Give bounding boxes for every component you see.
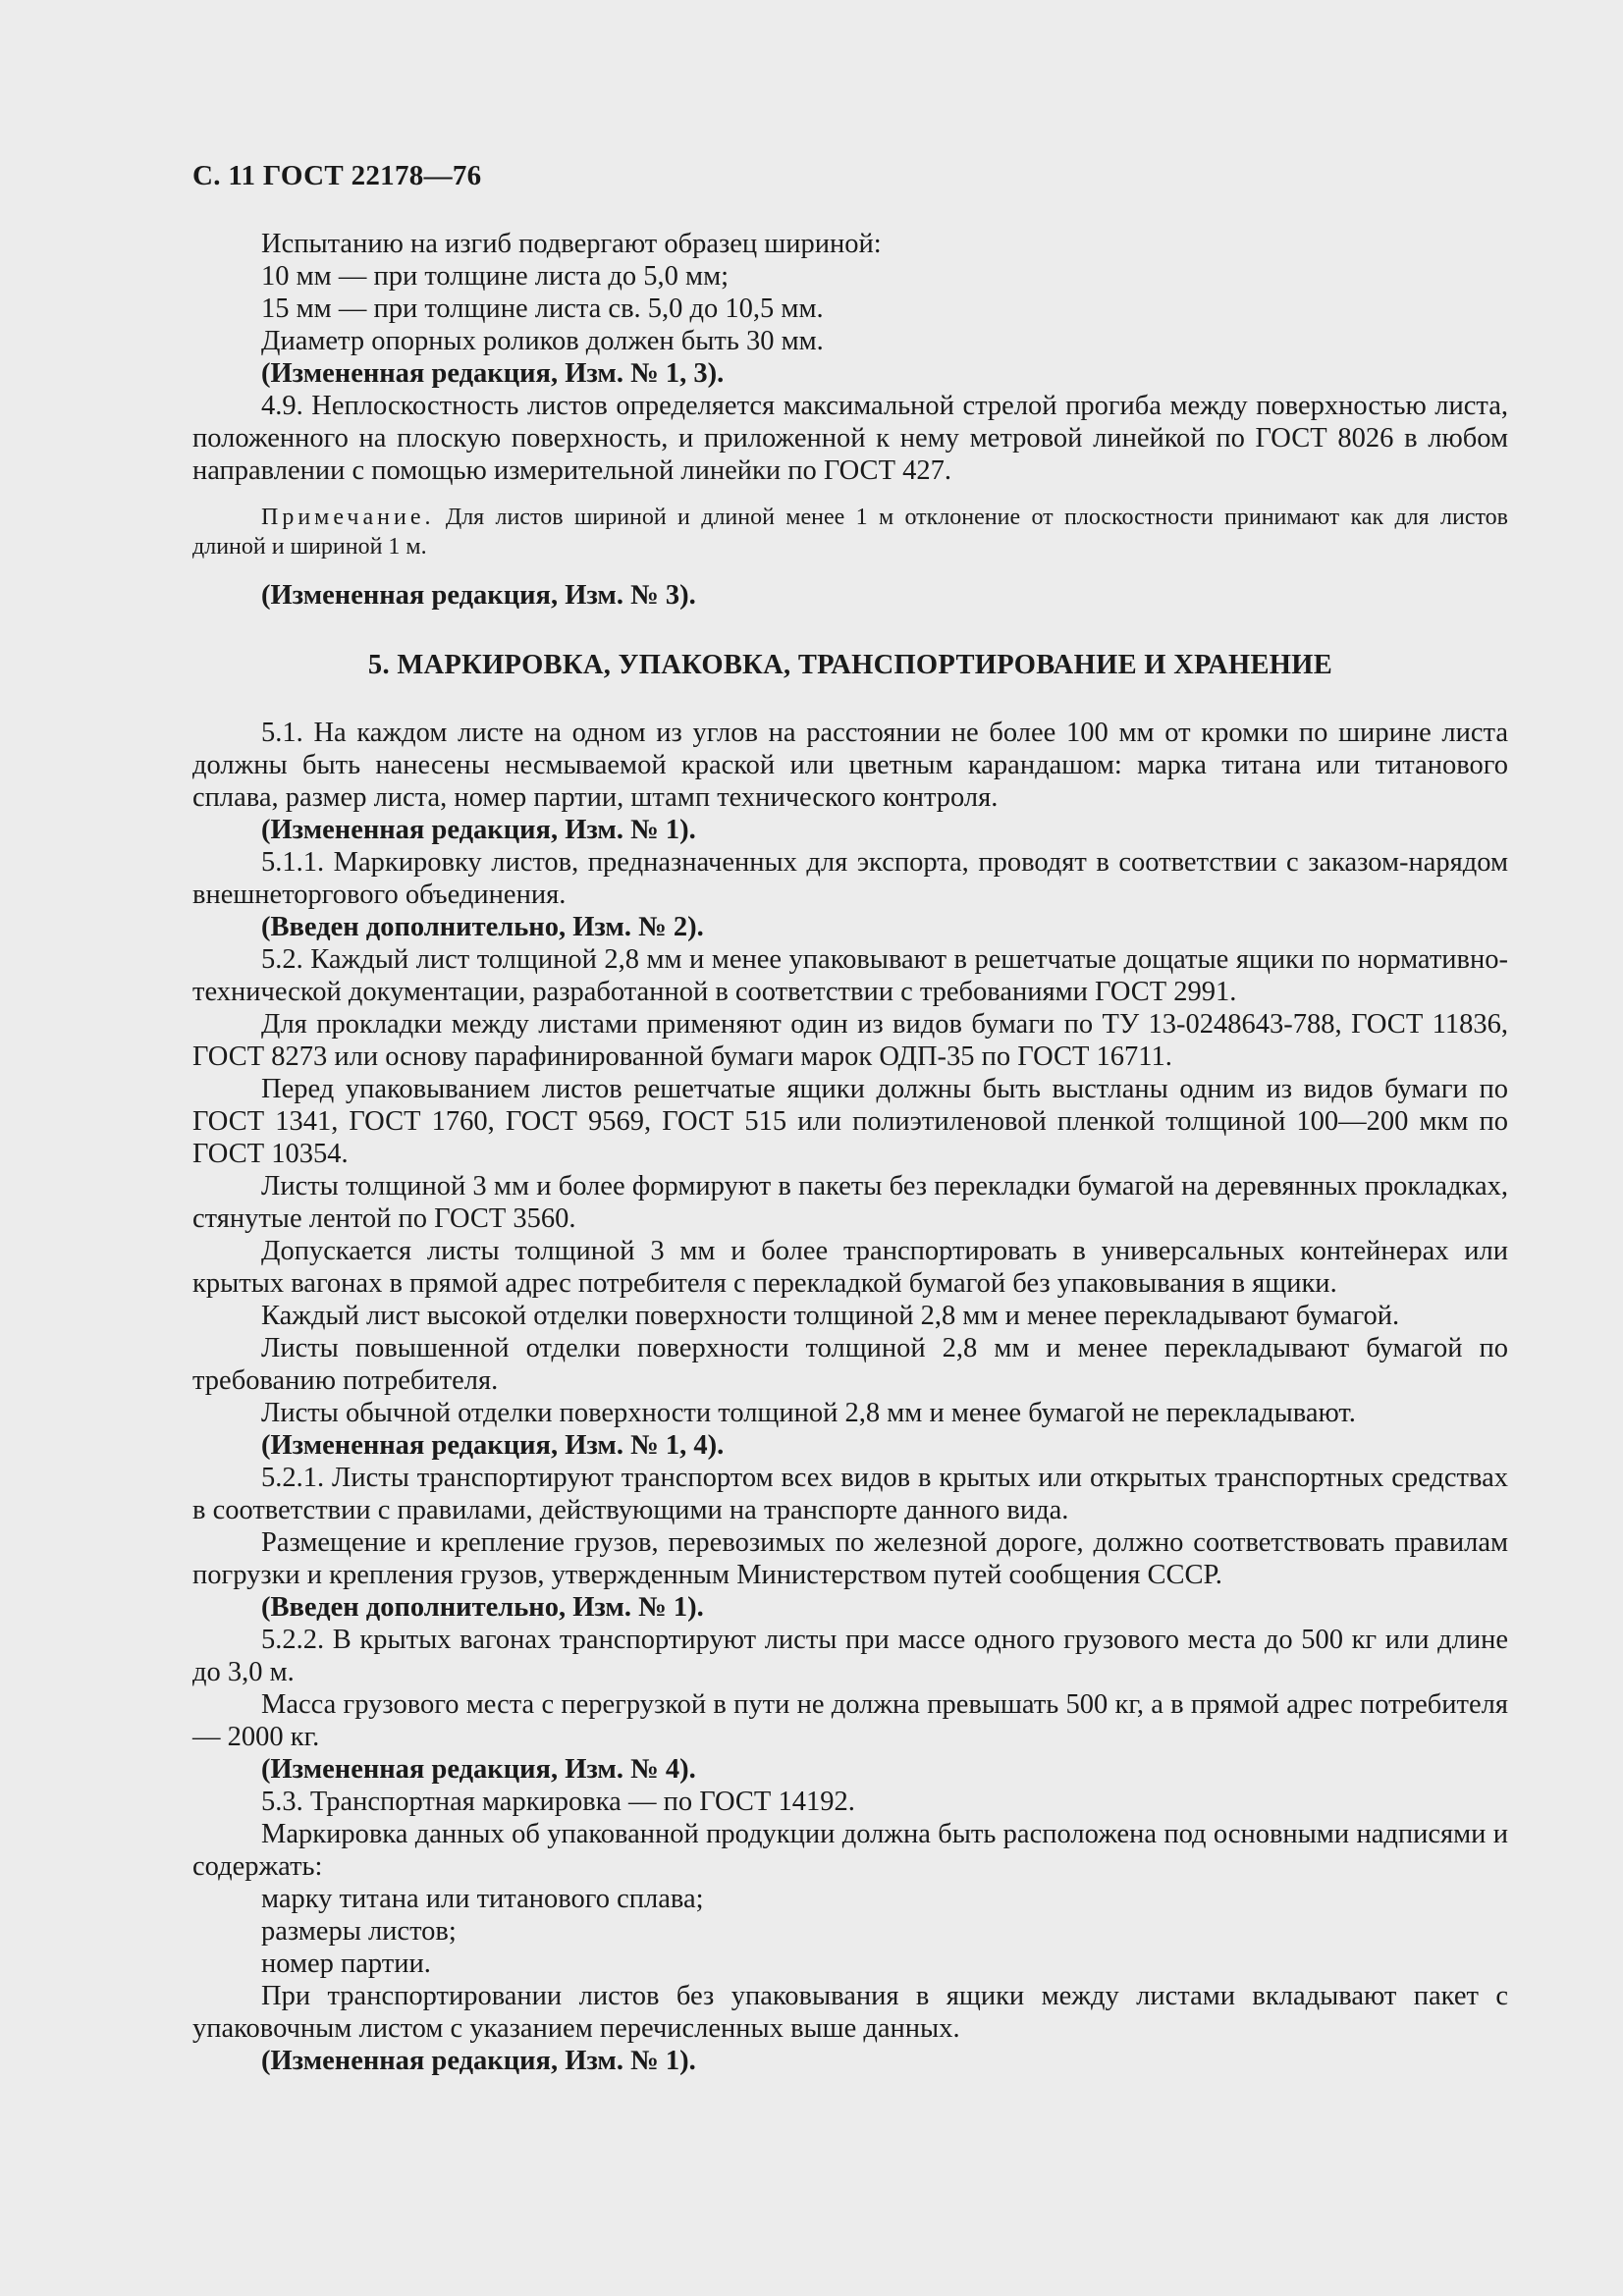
revision-note: (Измененная редакция, Изм. № 3). bbox=[261, 580, 696, 611]
paragraph: Листы толщиной 3 мм и более формируют в пакеты без перекладки бумагой на деревянных прокладках, стянутые лентой по ГОСТ 3560. bbox=[192, 1171, 1508, 1234]
paragraph-5-2-1: 5.2.1. Листы транспортируют транспортом всех видов в крытых или открытых транспортных средствах в соответствии с правилами, действующими на транспорте данного вида. bbox=[192, 1463, 1508, 1525]
page-header: С. 11 ГОСТ 22178—76 bbox=[192, 160, 482, 191]
text-line: Диаметр опорных роликов должен быть 30 мм. bbox=[261, 326, 824, 356]
paragraph: Размещение и крепление грузов, перевозимых по железной дороге, должно соответствовать правилам погрузки и крепления грузов, утвержденным Министерством путей сообщения СССР. bbox=[192, 1527, 1508, 1590]
list-item: номер партии. bbox=[261, 1949, 431, 1979]
revision-note: (Введен дополнительно, Изм. № 2). bbox=[261, 912, 704, 942]
paragraph-5-2: 5.2. Каждый лист толщиной 2,8 мм и менее упаковывают в решетчатые дощатые ящики по нормативно-технической документации, разработанной в соответствии с требованиями ГОСТ 2991. bbox=[192, 944, 1508, 1007]
paragraph: Допускается листы толщиной 3 мм и более транспортировать в универсальных контейнерах или крытых вагонах в прямой адрес потребителя с перекладкой бумагой без упаковывания в ящики. bbox=[192, 1236, 1508, 1299]
section-heading: 5. МАРКИРОВКА, УПАКОВКА, ТРАНСПОРТИРОВАНИЕ И ХРАНЕНИЕ bbox=[367, 650, 1333, 680]
paragraph: Масса грузового места с перегрузкой в пути не должна превышать 500 кг, а в прямой адрес потребителя — 2000 кг. bbox=[192, 1689, 1508, 1752]
document-body bbox=[192, 228, 1508, 2077]
revision-note: (Измененная редакция, Изм. № 1, 4). bbox=[261, 1430, 725, 1461]
paragraph: Для прокладки между листами применяют один из видов бумаги по ТУ 13-0248643-788, ГОСТ 11836, ГОСТ 8273 или основу парафинированной бумаги марок ОДП-35 по ГОСТ 16711. bbox=[192, 1009, 1508, 1072]
paragraph: Каждый лист высокой отделки поверхности толщиной 2,8 мм и менее перекладывают бумагой. bbox=[261, 1301, 1400, 1331]
text-line: Испытанию на изгиб подвергают образец шириной: bbox=[261, 229, 882, 259]
revision-note: (Измененная редакция, Изм. № 1). bbox=[261, 2046, 696, 2076]
revision-note: (Измененная редакция, Изм. № 1, 3). bbox=[261, 358, 725, 389]
note-label: Примечание. bbox=[261, 505, 435, 530]
paragraph: Маркировка данных об упакованной продукции должна быть расположена под основными надписями и содержать: bbox=[192, 1819, 1508, 1882]
list-item: марку титана или титанового сплава; bbox=[261, 1884, 704, 1914]
note bbox=[192, 503, 1508, 561]
paragraph: Листы повышенной отделки поверхности толщиной 2,8 мм и менее перекладывают бумагой по требованию потребителя. bbox=[192, 1333, 1508, 1396]
paragraph: При транспортировании листов без упаковывания в ящики между листами вкладывают пакет с упаковочным листом с указанием перечисленных выше данных. bbox=[192, 1981, 1508, 2044]
text-line: 15 мм — при толщине листа св. 5,0 до 10,5 мм. bbox=[261, 294, 824, 324]
revision-note: (Введен дополнительно, Изм. № 1). bbox=[261, 1592, 704, 1623]
paragraph: Листы обычной отделки поверхности толщиной 2,8 мм и менее бумагой не перекладывают. bbox=[261, 1398, 1356, 1428]
revision-note: (Измененная редакция, Изм. № 4). bbox=[261, 1754, 696, 1785]
paragraph-5-1-1: 5.1.1. Маркировку листов, предназначенных для экспорта, проводят в соответствии с заказом-нарядом внешнеторгового объединения. bbox=[192, 847, 1508, 910]
paragraph-4-9: 4.9. Неплоскостность листов определяется максимальной стрелой прогиба между поверхностью листа, положенного на плоскую поверхность, и приложенной к нему метровой линейкой по ГОСТ 8026 в любом направлении с помощью измерительной линейки по ГОСТ 427. bbox=[192, 391, 1508, 486]
revision-note: (Измененная редакция, Изм. № 1). bbox=[261, 815, 696, 845]
paragraph: Перед упаковыванием листов решетчатые ящики должны быть выстланы одним из видов бумаги по ГОСТ 1341, ГОСТ 1760, ГОСТ 9569, ГОСТ 515 или полиэтиленовой пленкой толщиной 100—200 мкм по ГОСТ 10354. bbox=[192, 1074, 1508, 1169]
paragraph-5-2-2: 5.2.2. В крытых вагонах транспортируют листы при массе одного грузового места до 500 кг или длине до 3,0 м. bbox=[192, 1625, 1508, 1687]
note-text: Для листов шириной и длиной менее 1 м отклонение от плоскостности принимают как для листов длиной и шириной 1 м. bbox=[192, 505, 1508, 560]
text-line: 10 мм — при толщине листа до 5,0 мм; bbox=[261, 261, 730, 292]
paragraph-5-3: 5.3. Транспортная маркировка — по ГОСТ 14192. bbox=[261, 1787, 855, 1817]
paragraph-5-1: 5.1. На каждом листе на одном из углов на расстоянии не более 100 мм от кромки по ширине листа должны быть нанесены несмываемой краской или цветным карандашом: марка титана или титанового сплава, размер листа, номер партии, штамп технического контроля. bbox=[192, 718, 1508, 813]
list-item: размеры листов; bbox=[261, 1916, 457, 1947]
